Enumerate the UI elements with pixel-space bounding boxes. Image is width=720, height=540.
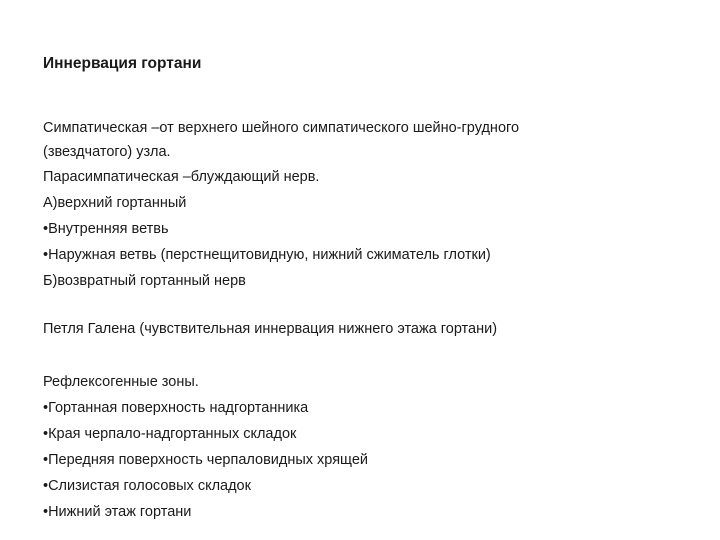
- reflexogenic-heading: Рефлексогенные зоны.: [43, 374, 199, 390]
- list-item: •Слизистая голосовых складок: [43, 478, 251, 494]
- reflexogenic-section: [43, 369, 683, 525]
- sympathetic-text: Симпатическая –от верхнего шейного симпатического шейно-грудного (звездчатого) узла.: [43, 120, 520, 160]
- list-item: •Наружная ветвь (перстнещитовидную, нижний сжиматель глотки): [43, 247, 491, 263]
- slide-title: Иннервация гортани: [43, 55, 202, 72]
- list-item: А)верхний гортанный: [43, 195, 187, 211]
- list-item: •Передняя поверхность черпаловидных хрящей: [43, 452, 368, 468]
- parasympathetic-text: Парасимпатическая –блуждающий нерв.: [43, 169, 320, 185]
- list-item: •Края черпало-надгортанных складок: [43, 426, 297, 442]
- list-item: •Внутренняя ветвь: [43, 221, 169, 237]
- list-item: •Гортанная поверхность надгортанника: [43, 400, 309, 416]
- list-item: •Нижний этаж гортани: [43, 504, 192, 520]
- galen-loop-text: Петля Галена (чувствительная иннервация нижнего этажа гортани): [43, 321, 498, 337]
- list-item: Б)возвратный гортанный нерв: [43, 273, 246, 289]
- galen-loop-section: [43, 316, 683, 342]
- innervation-section: [43, 116, 683, 294]
